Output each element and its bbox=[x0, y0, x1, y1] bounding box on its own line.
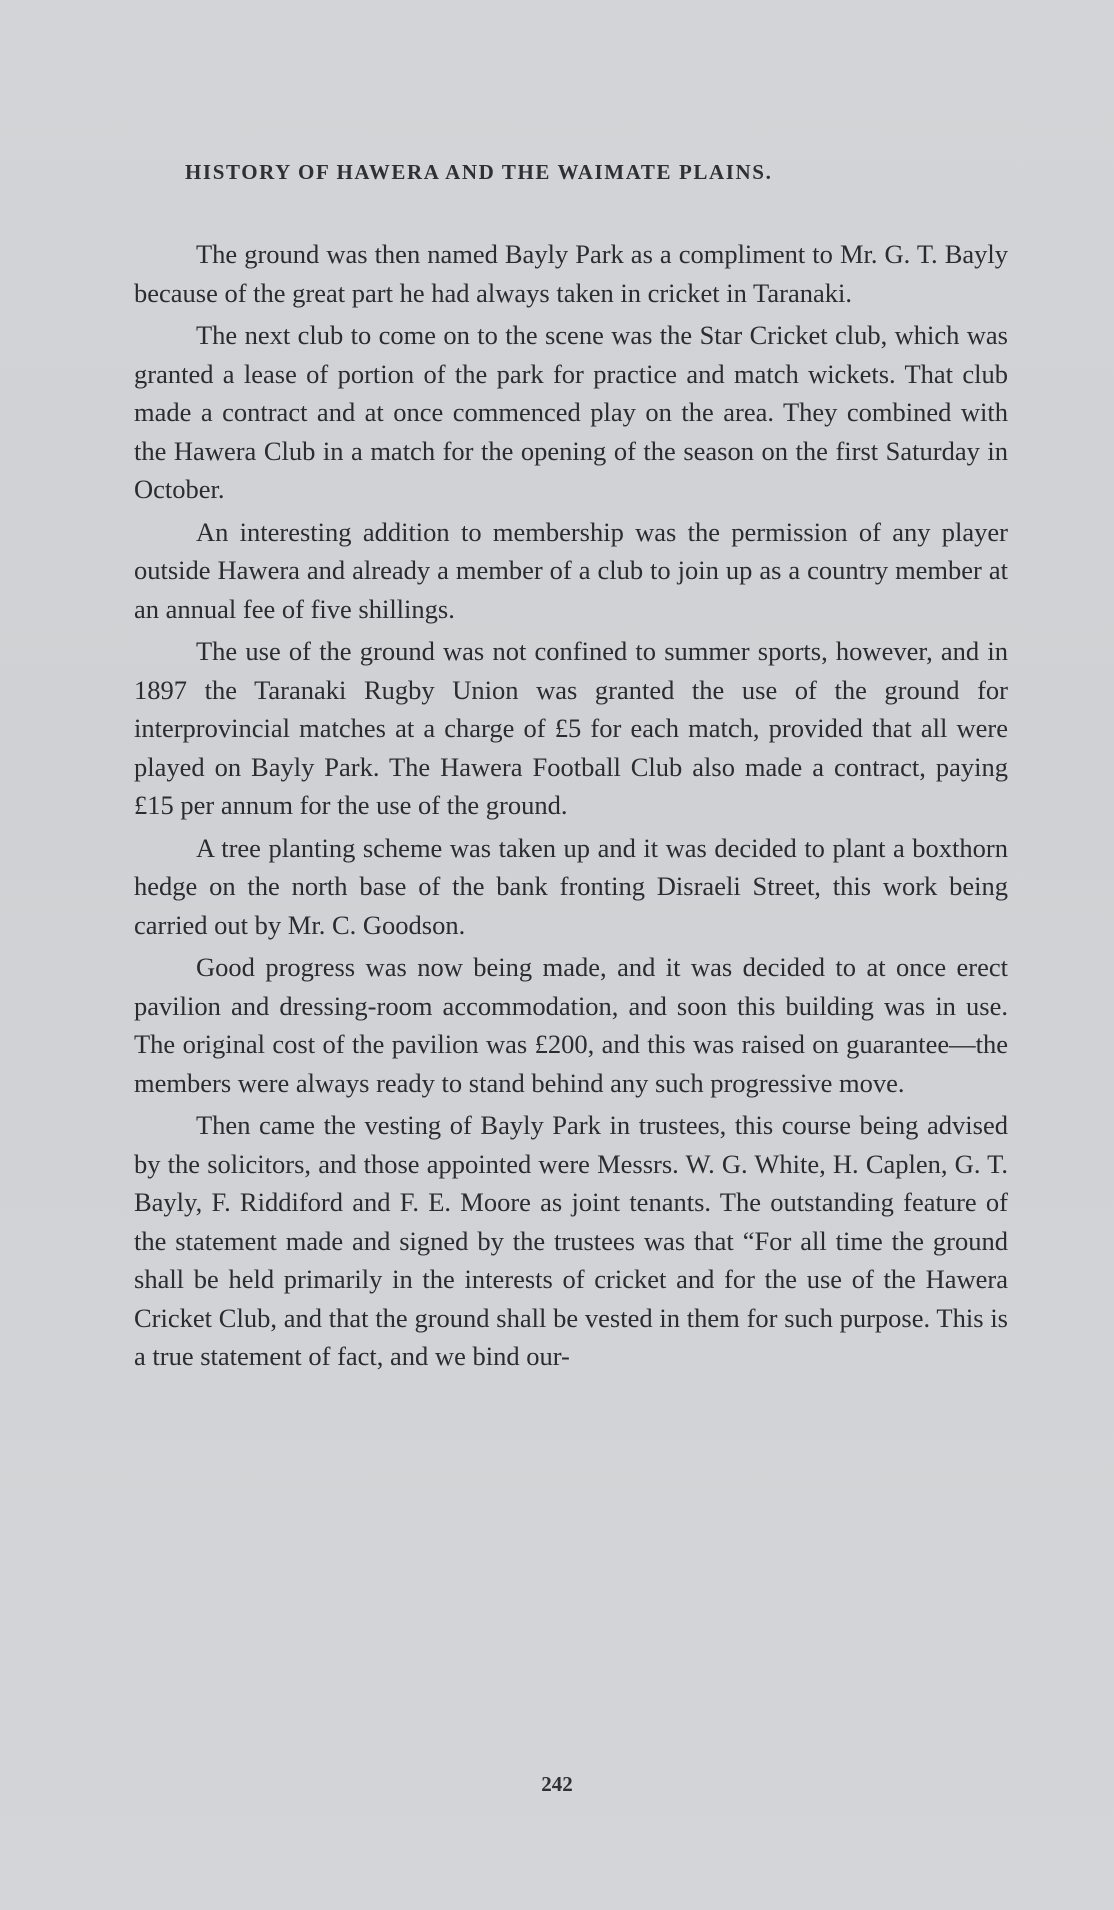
page-number: 242 bbox=[541, 1772, 573, 1796]
paragraph-rugby-union-use: The use of the ground was not confined to summer sports, however, and in 1897 the Taranaki Rugby Union was granted the use of the ground for interprovincial matches at a charge of £5 for each match, provided that all were played on Bayly Park. The Hawera Football Club also made a contract, paying £15 per annum for the use of the ground. bbox=[134, 636, 1008, 820]
running-head: HISTORY OF HAWERA AND THE WAIMATE PLAINS. bbox=[185, 160, 773, 184]
paragraph-bayly-park-named: The ground was then named Bayly Park as a compliment to Mr. G. T. Bayly because of the great part he had always taken in cricket in Taranaki. bbox=[134, 239, 1008, 308]
paragraph-pavilion: Good progress was now being made, and it was decided to at once erect pavilion and dressing-room accommodation, and soon this building was in use. The original cost of the pavilion was £200, and this was raised on guarantee—the members were always ready to stand behind any such progressive move. bbox=[134, 952, 1008, 1098]
paragraph-country-membership: An interesting addition to membership was the permission of any player outside Hawera and already a member of a club to join up as a country member at an annual fee of five shillings. bbox=[134, 516, 1008, 624]
body-text bbox=[134, 235, 1008, 1380]
paragraph-star-cricket-club: The next club to come on to the scene was the Star Cricket club, which was granted a lease of portion of the park for practice and match wickets. That club made a contract and at once commenced play on the area. They combined with the Hawera Club in a match for the opening of the season on the first Saturday in October. bbox=[134, 320, 1008, 504]
paragraph-trustees: Then came the vesting of Bayly Park in trustees, this course being advised by the solicitors, and those appointed were Messrs. W. G. White, H. Caplen, G. T. Bayly, F. Riddiford and F. E. Moore as joint tenants. The outstanding feature of the statement made and signed by the trustees was that “For all time the ground shall be held primarily in the interests of cricket and for the use of the Hawera Cricket Club, and that the ground shall be vested in them for such purpose. This is a true statement of fact, and we bind our- bbox=[134, 1110, 1008, 1371]
paragraph-tree-planting: A tree planting scheme was taken up and it was decided to plant a boxthorn hedge on the north base of the bank fronting Disraeli Street, this work being carried out by Mr. C. Goodson. bbox=[134, 832, 1008, 940]
